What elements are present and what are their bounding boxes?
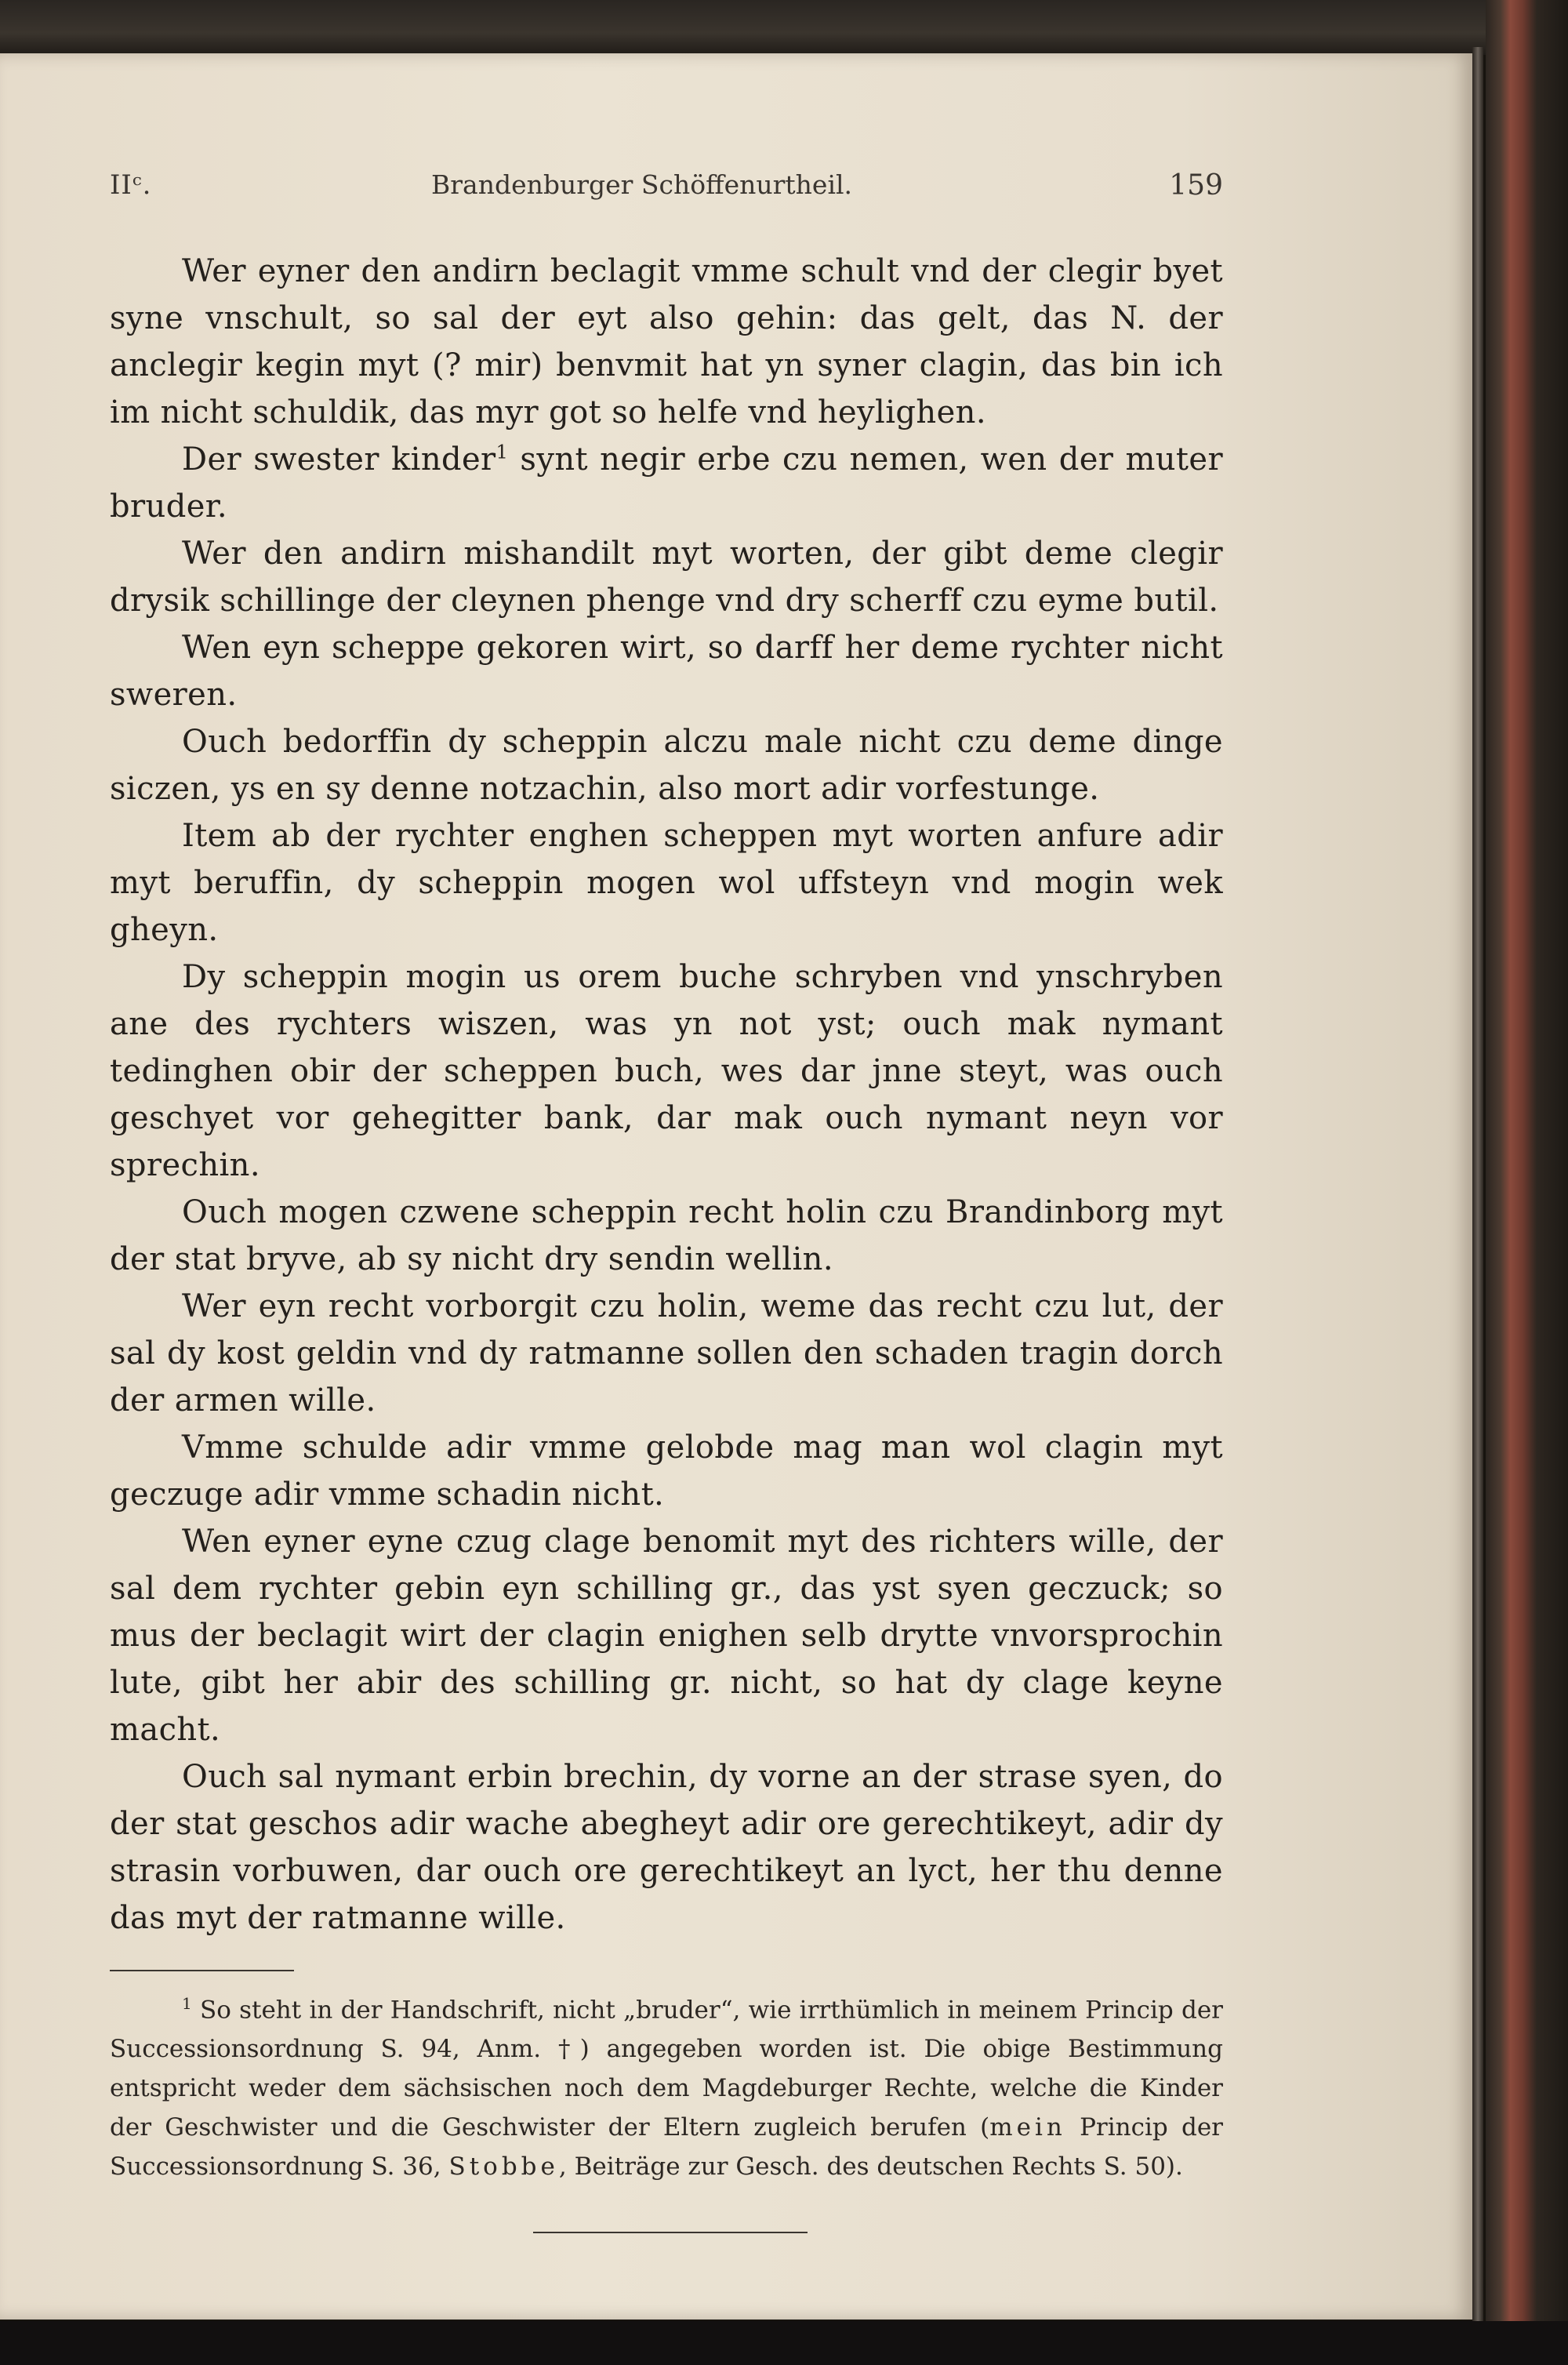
book-cover-top xyxy=(0,0,1568,55)
main-text xyxy=(110,248,1223,1942)
footnote-text: Princip der Successionsordnung S. 36, xyxy=(110,2113,1223,2182)
book-cover-edge xyxy=(1486,0,1568,2365)
footnote-marker: 1 xyxy=(182,1994,192,2013)
paragraph: Wer eyn recht vorborgit czu holin, weme das recht czu lut, der sal dy kost geldin vnd dy ratmanne sollen den schaden tragin dorch der armen wille. xyxy=(110,1288,1223,1419)
paragraph: Item ab der rychter enghen scheppen myt worten anfure adir myt beruffin, dy scheppin mogen wol uffsteyn vnd mogin wek gheyn. xyxy=(110,818,1223,948)
footnote-ref: 1 xyxy=(495,441,509,463)
running-head xyxy=(110,169,1223,216)
paragraph: Wen eyner eyne czug clage benomit myt des richters wille, der sal dem rychter gebin eyn schilling gr., das yst syen geczuck; so mus der beclagit wirt der clagin enighen selb drytte vnvorsprochin lute, gibt her abir des schilling gr. nicht, so hat dy clage keyne macht. xyxy=(110,1524,1223,1748)
page-number: 159 xyxy=(1169,169,1223,202)
footnote xyxy=(110,1984,1223,2186)
paragraph: Wen eyn scheppe gekoren wirt, so darff her deme rychter nicht sweren. xyxy=(110,630,1223,713)
paragraph-text: Der swester kinder xyxy=(182,441,496,478)
footnote-author: mein xyxy=(989,2113,1066,2142)
paragraph: Ouch bedorffin dy scheppin alczu male nicht czu deme dinge siczen, ys en sy denne notzachin, also mort adir vorfestunge. xyxy=(110,724,1223,807)
paragraph: Ouch sal nymant erbin brechin, dy vorne an der strase syen, do der stat geschos adir wache abegheyt adir ore gerechtikeyt, adir dy strasin vorbuwen, dar ouch ore gerechtikeyt an lyct, her thu denne das myt der ratmanne wille. xyxy=(110,1759,1223,1936)
page-stack-edge xyxy=(1472,47,1483,2321)
footnote-text: , Beiträge zur Gesch. des deutschen Rechts S. 50). xyxy=(558,2152,1183,2182)
page-content xyxy=(110,169,1223,2233)
paragraph: Vmme schulde adir vmme gelobde mag man wol clagin myt geczuge adir vmme schadin nicht. xyxy=(110,1430,1223,1513)
paragraph: Dy scheppin mogin us orem buche schryben vnd ynschryben ane des rychters wiszen, was yn not yst; ouch mak nymant tedinghen obir der scheppen buch, wes dar jnne steyt, was ouch geschyet vor gehegitter bank, dar mak ouch nymant neyn vor sprechin. xyxy=(110,959,1223,1183)
running-title: Brandenburger Schöffenurtheil. xyxy=(431,169,853,200)
paragraph: Wer den andirn mishandilt myt worten, der gibt deme clegir drysik schillinge der cleynen phenge vnd dry scherff czu eyme butil. xyxy=(110,536,1223,619)
footnote-author: Stobbe xyxy=(448,2152,559,2182)
paragraph: Ouch mogen czwene scheppin recht holin czu Brandinborg myt der stat bryve, ab sy nicht dry sendin wellin. xyxy=(110,1194,1223,1277)
paragraph-inheritance xyxy=(110,436,1223,530)
paragraph: Wer eyner den andirn beclagit vmme schult vnd der clegir byet syne vnschult, so sal der eyt also gehin: das gelt, das N. der anclegir kegin myt (? mir) benvmit hat yn syner clagin, das bin ich im nicht schuldik, das myr got so helfe vnd heylighen. xyxy=(110,253,1223,430)
section-label: IIᶜ. xyxy=(110,169,152,201)
footnote-divider xyxy=(110,1970,294,1971)
paragraph-text: synt negir erbe czu nemen, wen der muter bruder. xyxy=(110,441,1223,525)
end-rule xyxy=(533,2232,808,2233)
book-cover-bottom xyxy=(0,2321,1568,2365)
book-page xyxy=(0,53,1472,2320)
footnote-text: So steht in der Handschrift, nicht „bruder“, wie irrthümlich in meinem Princip der Successionsordnung S. 94, Anm. †) angegeben worden ist. Die obige Bestimmung entspricht weder dem sächsischen noch dem Magdeburger Rechte, welche die Kinder der Geschwister und die Geschwister der Eltern zugleich berufen ( xyxy=(110,1996,1223,2142)
